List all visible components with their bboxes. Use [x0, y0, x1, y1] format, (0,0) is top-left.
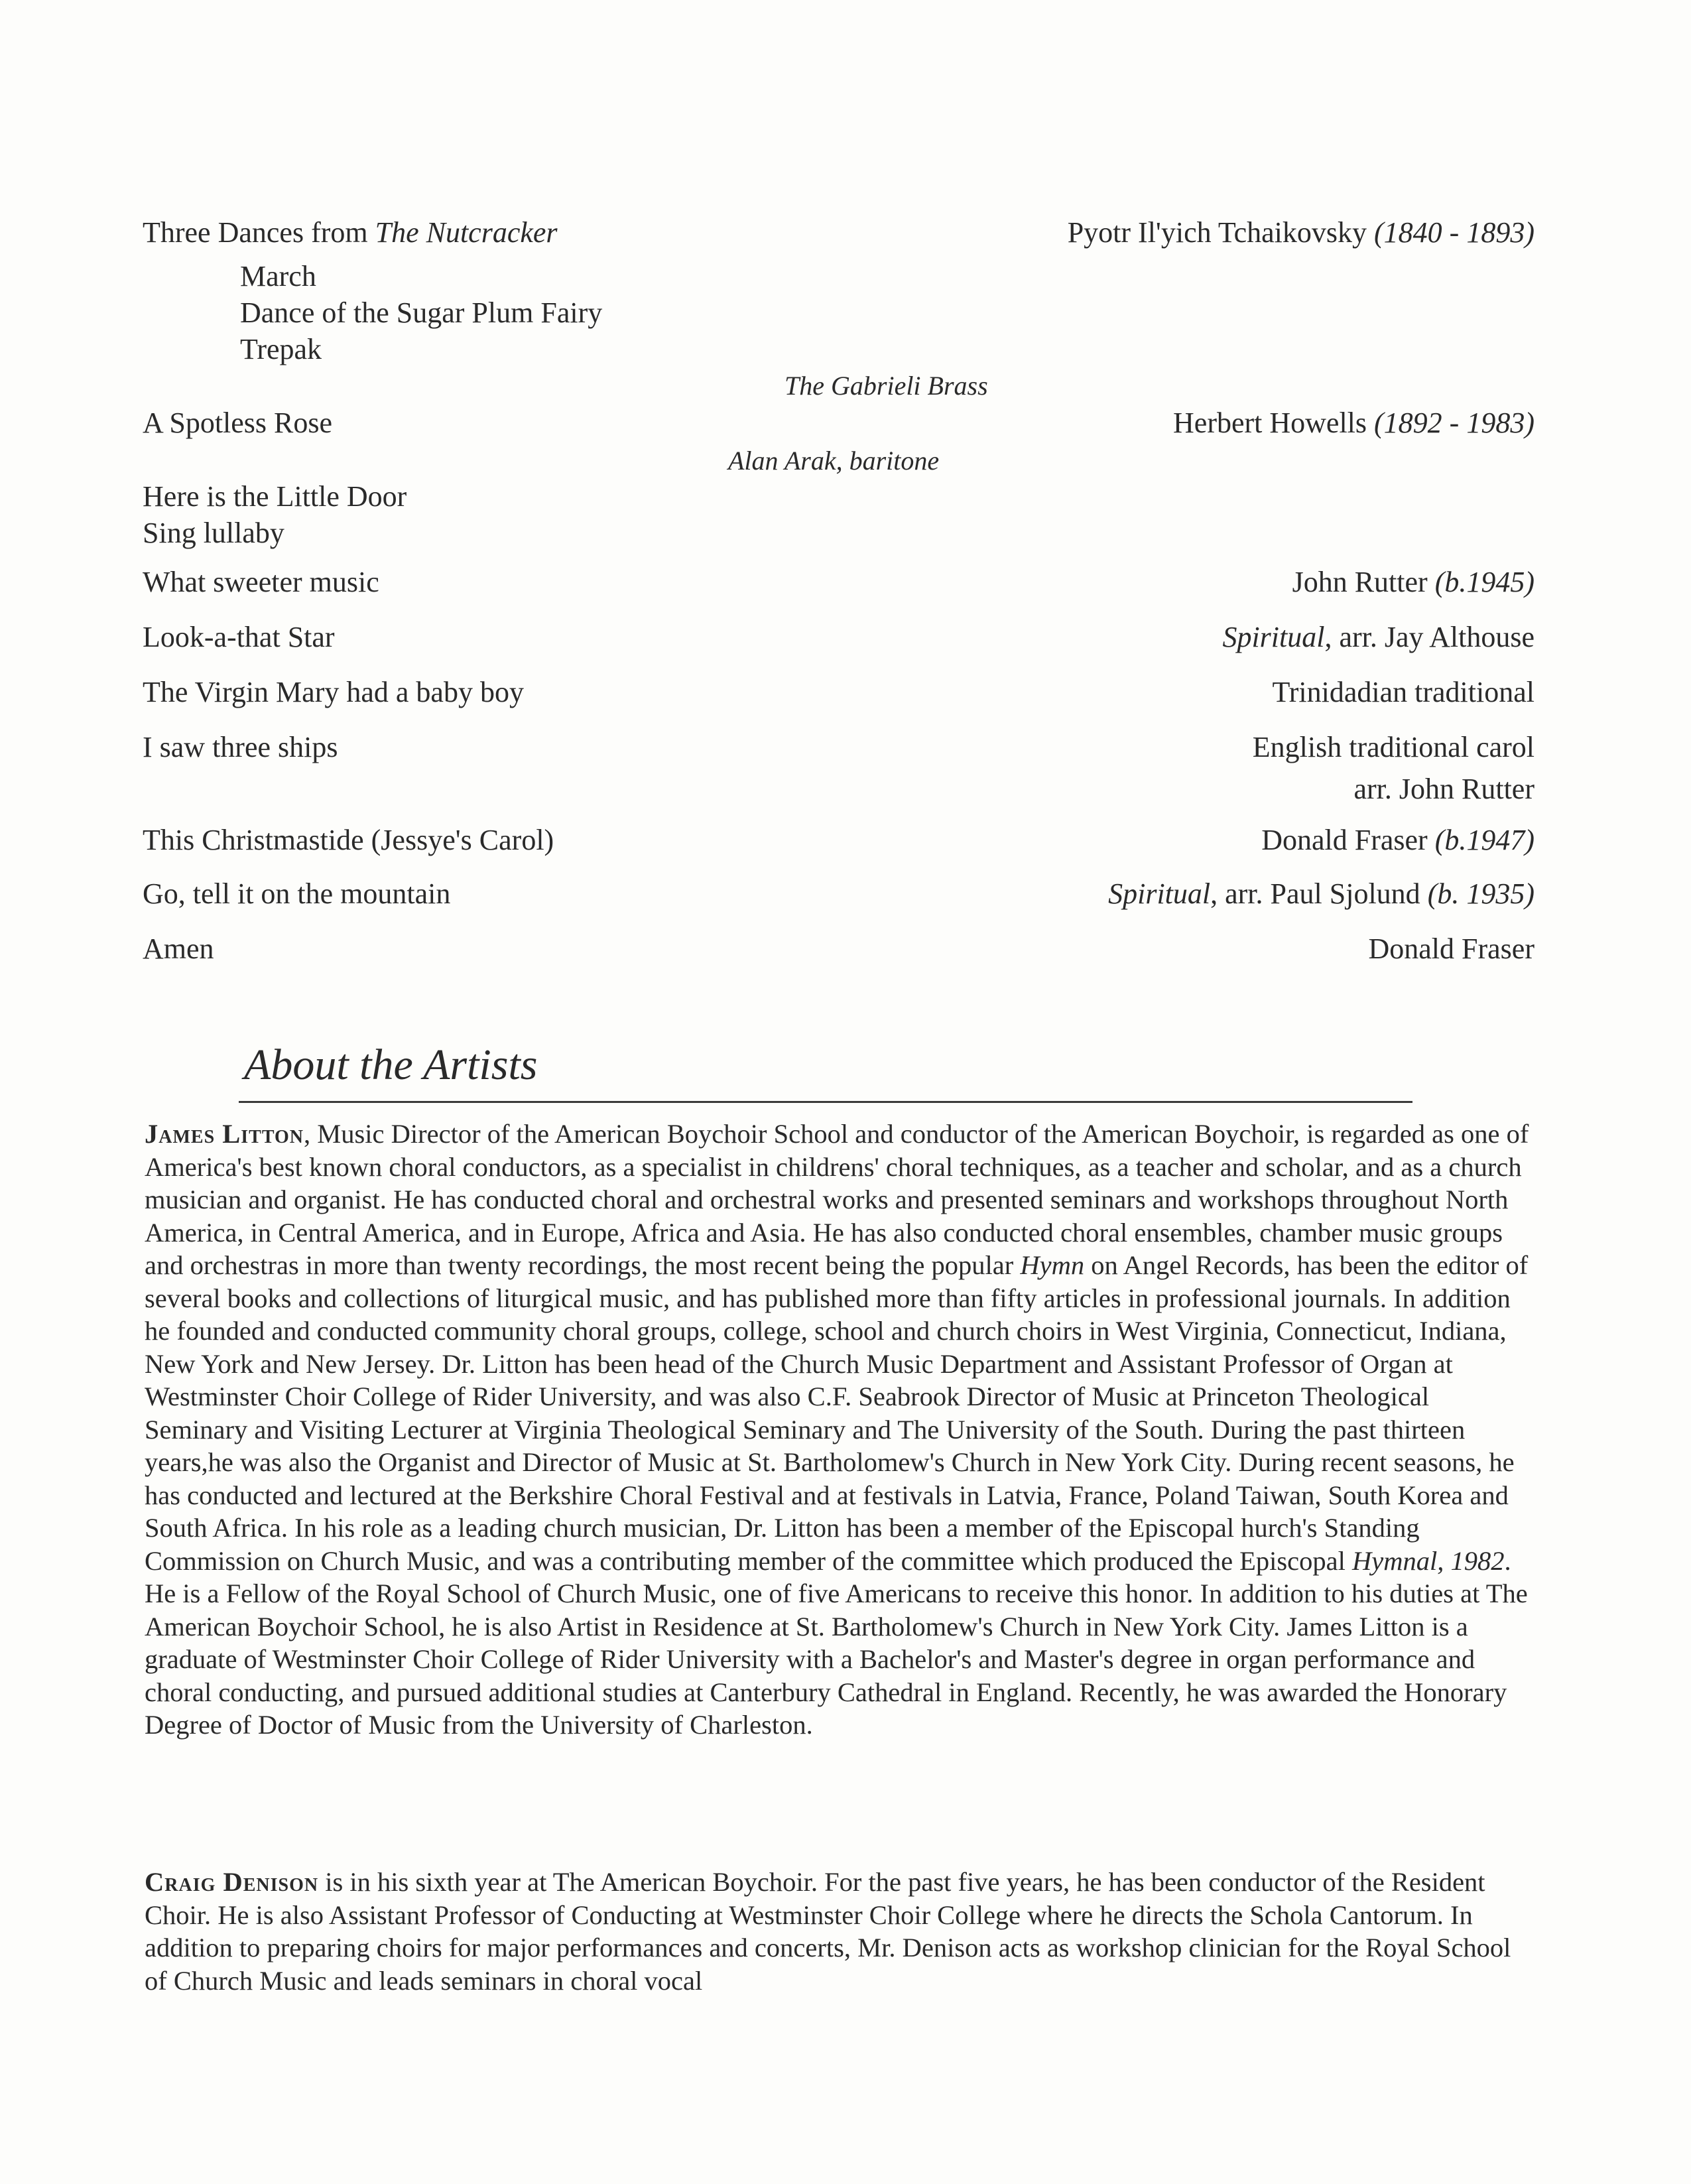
program-title-sweeter-music: What sweeter music — [143, 566, 379, 598]
heading-rule — [239, 1101, 1412, 1103]
program-title-nutcracker: Three Dances from The Nutcracker — [143, 216, 558, 249]
composer-fraser-christmastide: Donald Fraser (b.1947) — [1261, 824, 1534, 856]
composer-althouse: Spiritual, arr. Jay Althouse — [1222, 621, 1534, 653]
program-title-three-ships: I saw three ships — [143, 731, 338, 763]
program-title-sing-lullaby: Sing lullaby — [143, 517, 284, 549]
program-title-look-a-that-star: Look-a-that Star — [143, 621, 335, 653]
program-title-go-tell-it: Go, tell it on the mountain — [143, 877, 451, 910]
composer-rutter: John Rutter (b.1945) — [1292, 566, 1534, 598]
bio-name-litton: James Litton — [145, 1119, 304, 1149]
program-title-spotless-rose: A Spotless Rose — [143, 407, 333, 439]
program-movement-sugar-plum: Dance of the Sugar Plum Fairy — [240, 296, 603, 329]
program-title-little-door: Here is the Little Door — [143, 480, 407, 513]
composer-english-carol: English traditional carol — [1252, 731, 1534, 763]
program-title-virgin-mary: The Virgin Mary had a baby boy — [143, 676, 524, 708]
performer-brass: The Gabrieli Brass — [784, 371, 988, 401]
bio-litton: James Litton, Music Director of the American Boychoir School and conductor of the American Boychoir, is regarded as one of America's best known choral conductors, as a specialist in childrens' choral techniques, as a teacher and scholar, and as a church musician and organist. He has conducted choral and orchestral works and presented seminars and workshops throughout North America, in Central America, and in Europe, Africa and Asia. He has also conducted choral ensembles, chamber music groups and orchestras in more than twenty recordings, the most recent being the popular Hymn on Angel Records, has been the editor of several books and collections of liturgical music, and has published more than fifty articles in professional journals. In addition he founded and conducted community choral groups, college, school and church choirs in West Virginia, Connecticut, Indiana, New York and New Jersey. Dr. Litton has been head of the Church Music Department and Assistant Professor of Organ at Westminster Choir College of Rider University, and was also C.F. Seabrook Director of Music at Princeton Theological Seminary and Visiting Lecturer at Virginia Theological Seminary and The University of the South. During the past thirteen years,he was also the Organist and Director of Music at St. Bartholomew's Church in New York City. During recent seasons, he has conducted and lectured at the Berkshire Choral Festival and at festivals in Latvia, France, Poland Taiwan, South Korea and South Africa. In his role as a leading church musician, Dr. Litton has been a member of the Episcopal hurch's Standing Commission on Church Music, and was a contributing member of the committee which produced the Episcopal Hymnal, 1982. He is a Fellow of the Royal School of Church Music, one of five Americans to receive this honor. In addition to his duties at The American Boychoir School, he is also Artist in Residence at St. Bartholomew's Church in New York City. James Litton is a graduate of Westminster Choir College of Rider University with a Bachelor's and Master's degree in organ performance and choral conducting, and pursued additional studies at Canterbury Cathedral in England. Recently, he was awarded the Honorary Degree of Doctor of Music from the University of Charleston. — [145, 1119, 1529, 1740]
program-movement-trepak: Trepak — [240, 333, 322, 365]
composer-fraser-amen: Donald Fraser — [1368, 932, 1534, 965]
composer-trinidadian: Trinidadian traditional — [1272, 676, 1534, 708]
bio-denison: Craig Denison is in his sixth year at The American Boychoir. For the past five years, he has been conductor of the Resident Choir. He is also Assistant Professor of Conducting at Westminster Choir College where he directs the Schola Cantorum. In addition to preparing choirs for major performances and concerts, Mr. Denison acts as workshop clinician for the Royal School of Church Music and leads seminars in choral vocal — [145, 1867, 1511, 1996]
performer-soloist: Alan Arak, baritone — [728, 446, 940, 476]
composer-sjolund: Spiritual, arr. Paul Sjolund (b. 1935) — [1108, 877, 1534, 910]
about-heading: About the Artists — [244, 1041, 538, 1089]
program-title-christmastide: This Christmastide (Jessye's Carol) — [143, 824, 554, 856]
bio-name-denison: Craig Denison — [145, 1867, 319, 1897]
program-movement-march: March — [240, 260, 316, 292]
composer-howells: Herbert Howells (1892 - 1983) — [1173, 407, 1534, 439]
program-title-amen: Amen — [143, 932, 214, 965]
composer-english-carol-arr: arr. John Rutter — [1353, 773, 1534, 805]
composer-tchaikovsky: Pyotr Il'yich Tchaikovsky (1840 - 1893) — [1067, 216, 1534, 249]
